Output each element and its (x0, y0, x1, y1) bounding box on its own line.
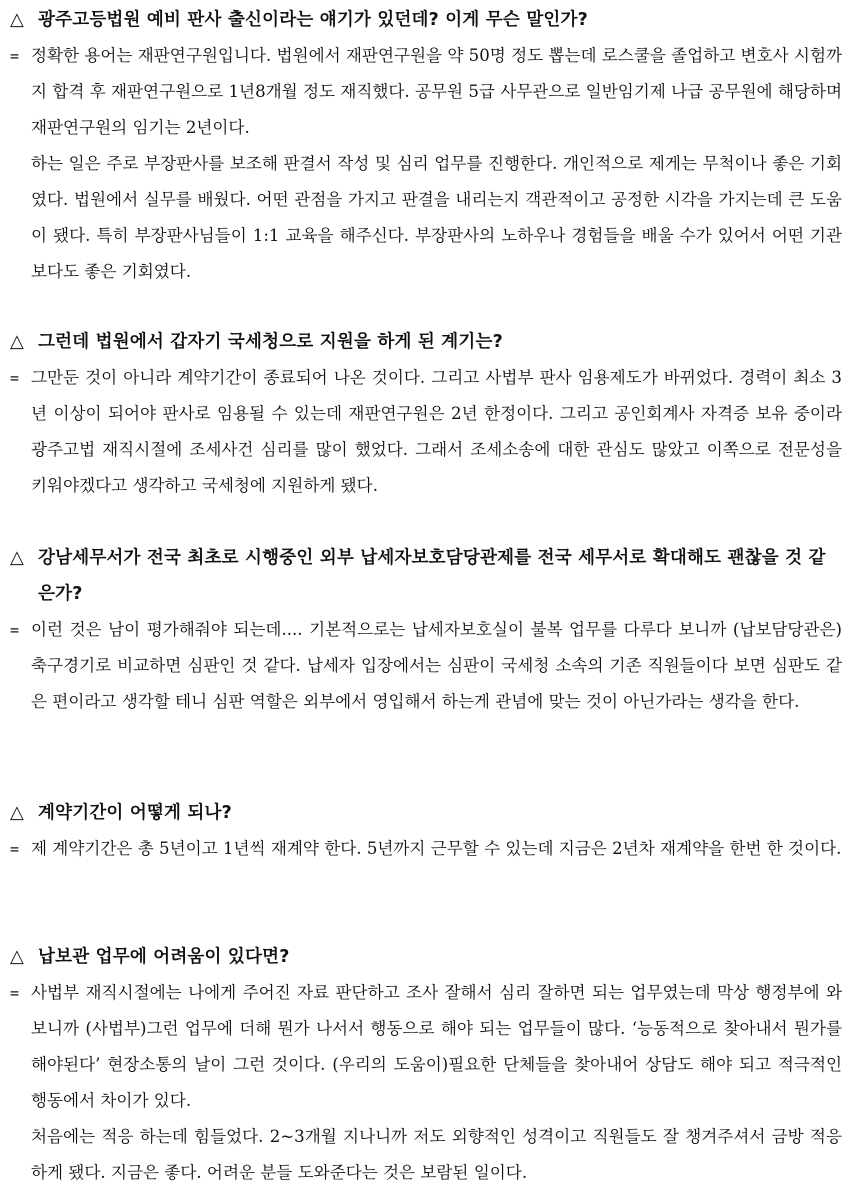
question-text: 광주고등법원 예비 판사 출신이라는 얘기가 있던데? 이게 무슨 말인가? (38, 10, 588, 30)
answer-paragraph: 처음에는 적응 하는데 힘들었다. 2~3개월 지나니까 저도 외향적인 성격이고 직원들도 잘 챙겨주셔서 금방 적응하게 됐다. 지금은 좋다. 어려운 분들 도와준다는 것은 보람된 일이다. (31, 1127, 842, 1182)
triangle-marker-icon: △ (10, 9, 24, 30)
question-2 (10, 324, 842, 360)
question-3 (10, 540, 842, 612)
answer-body (31, 831, 842, 867)
answer-paragraph: 정확한 용어는 재판연구원입니다. 법원에서 재판연구원을 약 50명 정도 뽑는데 로스쿨을 졸업하고 변호사 시험까지 합격 후 재판연구원으로 1년8개월 정도 재직했다. 공무원 5급 사무관으로 일반임기제 나급 공무원에 해당하며 재판연구원의 임기는 2년이다. (31, 46, 843, 137)
answer-paragraph: 하는 일은 주로 부장판사를 보조해 판결서 작성 및 심리 업무를 진행한다. 개인적으로 제게는 무척이나 좋은 기회였다. 법원에서 실무를 배웠다. 어떤 관점을 가지고 판결을 내리는지 객관적이고 공정한 시각을 가지는데 큰 도움이 됐다. 특히 부장판사님들이 1:1 교육을 해주신다. 부장판사의 노하우나 경험들을 배울 수가 있어서 어떤 기관보다도 좋은 기회였다. (31, 154, 842, 281)
question-text: 그런데 법원에서 갑자기 국세청으로 지원을 하게 된 계기는? (38, 332, 503, 352)
equals-marker-icon: = (10, 621, 20, 639)
equals-marker-icon: = (10, 840, 20, 858)
answer-3 (10, 612, 842, 720)
answer-body (31, 975, 842, 1191)
qa-section-4 (10, 795, 842, 867)
answer-paragraph: 사법부 재직시절에는 나에게 주어진 자료 판단하고 조사 잘해서 심리 잘하면 되는 업무였는데 막상 행정부에 와보니까 (사법부)그런 업무에 더해 뭔가 나서서 행동으로 해야 되는 업무들이 많다. ‘능동적으로 찾아내서 뭔가를 해야된다’ 현장소통의 날이 그런 것이다. (우리의 도움이)필요한 단체들을 찾아내어 상담도 해야 되고 적극적인 행동에서 차이가 있다. (31, 983, 842, 1110)
triangle-marker-icon: △ (10, 547, 24, 568)
question-text: 납보관 업무에 어려움이 있다면? (38, 947, 290, 967)
equals-marker-icon: = (10, 47, 20, 65)
triangle-marker-icon: △ (10, 946, 24, 967)
answer-1 (10, 38, 842, 290)
question-text: 강남세무서가 전국 최초로 시행중인 외부 납세자보호담당관제를 전국 세무서로 확대해도 괜찮을 것 같은가? (38, 548, 826, 604)
qa-section-1 (10, 2, 842, 290)
question-5 (10, 939, 842, 975)
answer-4 (10, 831, 842, 867)
answer-paragraph: 제 계약기간은 총 5년이고 1년씩 재계약 한다. 5년까지 근무할 수 있는데 지금은 2년차 재계약을 한번 한 것이다. (31, 839, 842, 858)
answer-paragraph: 그만둔 것이 아니라 계약기간이 종료되어 나온 것이다. 그리고 사법부 판사 임용제도가 바뀌었다. 경력이 최소 3년 이상이 되어야 판사로 임용될 수 있는데 재판연구원은 2년 한정이다. 그리고 공인회계사 자격증 보유 중이라 광주고법 재직시절에 조세사건 심리를 많이 했었다. 그래서 조세소송에 대한 관심도 많았고 이쪽으로 전문성을 키워야겠다고 생각하고 국세청에 지원하게 됐다. (31, 368, 842, 495)
answer-2 (10, 360, 842, 504)
equals-marker-icon: = (10, 369, 20, 387)
answer-body (31, 612, 842, 720)
triangle-marker-icon: △ (10, 331, 24, 352)
question-4 (10, 795, 842, 831)
qa-section-3 (10, 540, 842, 720)
answer-5 (10, 975, 842, 1191)
answer-paragraph: 이런 것은 남이 평가해줘야 되는데.... 기본적으로는 납세자보호실이 불복 업무를 다루다 보니까 (납보담당관은) 축구경기로 비교하면 심판인 것 같다. 납세자 입장에서는 심판이 국세청 소속의 기존 직원들이다 보면 심판도 같은 편이라고 생각할 테니 심판 역할은 외부에서 영입해서 하는게 관념에 맞는 것이 아닌가라는 생각을 한다. (31, 620, 842, 711)
triangle-marker-icon: △ (10, 802, 24, 823)
answer-body (31, 38, 842, 290)
question-text: 계약기간이 어떻게 되나? (38, 803, 232, 823)
qa-section-5 (10, 939, 842, 1191)
answer-body (31, 360, 842, 504)
question-1 (10, 2, 842, 38)
qa-section-2 (10, 324, 842, 504)
equals-marker-icon: = (10, 984, 20, 1002)
